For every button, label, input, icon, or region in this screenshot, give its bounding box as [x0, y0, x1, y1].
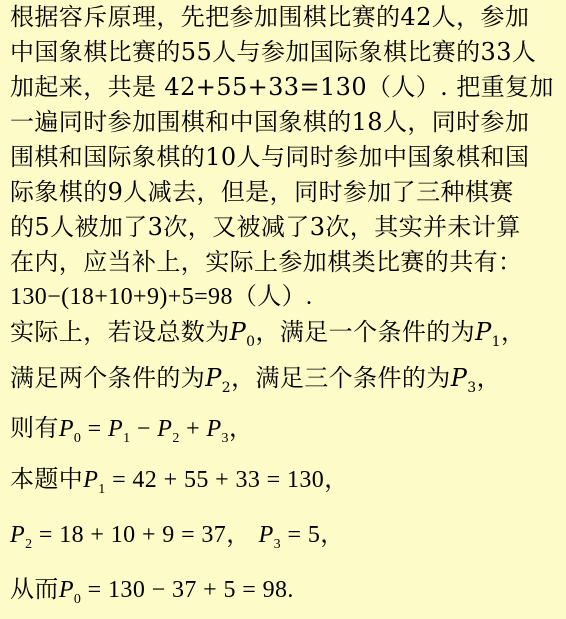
formula-line-1-mid: ，满足一个条件的为 — [255, 318, 476, 346]
text-line-3: 加起来，共是 42+55+33=130（人）. 把重复加 — [10, 73, 554, 101]
calc-p2-sub: 2 — [25, 537, 33, 552]
formula-line-1-prefix: 实际上，若设总数为 — [10, 318, 230, 346]
symbol-p3-letter: P — [450, 364, 468, 392]
calc-p3-sub: 3 — [273, 537, 282, 552]
result-p0-sub: 0 — [73, 592, 82, 607]
symbol-p0-letter: P — [229, 318, 247, 346]
formula-line-4 — [10, 465, 349, 505]
text-line-5: 围棋和国际象棋的10人与同时参加中国象棋和国 — [10, 143, 530, 171]
result-p0-letter: P — [58, 577, 74, 603]
text-line-4: 一遍同时参加围棋和中国象棋的18人，同时参加 — [10, 108, 530, 136]
eq-end: ， — [228, 416, 254, 442]
formula-line-5 — [10, 520, 345, 560]
text-line-8: 在内，应当补上，实际上参加棋类比赛的共有： — [10, 248, 523, 276]
eq-p1-letter: P — [108, 416, 124, 442]
eq-p2-letter: P — [157, 416, 173, 442]
symbol-p3-sub: 3 — [467, 380, 477, 396]
symbol-p1-sub: 1 — [491, 334, 501, 350]
formula-line-1 — [10, 317, 525, 357]
eq-p0-sub: 0 — [73, 431, 82, 446]
eq-p1-sub: 1 — [123, 431, 131, 446]
calc-p2-value: = 18 + 10 + 9 = 37， — [32, 522, 251, 548]
eq-p3-sub: 3 — [221, 431, 229, 446]
eq-equals: = — [81, 416, 109, 442]
calc-p3 — [258, 522, 282, 552]
formula-line-2-mid: ，满足三个条件的为 — [231, 364, 451, 392]
formula-line-4-prefix: 本题中 — [10, 467, 84, 493]
symbol-p3 — [450, 364, 477, 396]
calc-p1-letter: P — [83, 467, 99, 493]
result-p0 — [58, 577, 82, 607]
symbol-p0-sub: 0 — [246, 334, 256, 350]
text-line-2: 中国象棋比赛的55人与参加国际象棋比赛的33人 — [10, 38, 537, 66]
text-line-9: 130−(18+10+9)+5=98（人）. — [10, 284, 313, 310]
symbol-p2-letter: P — [205, 364, 222, 392]
calc-p1 — [83, 467, 106, 497]
calc-p3-letter: P — [258, 522, 274, 548]
text-line-6: 际象棋的9人减去，但是，同时参加了三种棋赛 — [10, 178, 514, 206]
formula-line-3-prefix: 则有 — [10, 416, 59, 442]
text-line-7: 的5人被加了3次，又被减了3次，其实并未计算 — [10, 213, 521, 241]
symbol-p1-letter: P — [475, 318, 492, 346]
eq-plus: + — [179, 416, 207, 442]
symbol-p1 — [475, 318, 501, 350]
text-line-1: 根据容斥原理，先把参加围棋比赛的42人，参加 — [10, 3, 530, 31]
calc-p1-value: = 42 + 55 + 33 = 130， — [105, 467, 349, 493]
eq-p1 — [108, 416, 131, 446]
symbol-p2-sub: 2 — [221, 380, 232, 396]
formula-line-3 — [10, 414, 253, 454]
calc-p2-letter: P — [10, 522, 26, 548]
formula-line-2-prefix: 满足两个条件的为 — [10, 364, 206, 392]
calc-p2 — [10, 522, 33, 552]
eq-p2-sub: 2 — [172, 431, 180, 446]
formula-line-1-end: ， — [500, 318, 526, 346]
eq-p3 — [206, 416, 229, 446]
formula-line-6 — [10, 575, 294, 615]
symbol-p2 — [205, 364, 232, 396]
formula-line-2 — [10, 363, 501, 403]
eq-p2 — [157, 416, 180, 446]
eq-p0 — [58, 416, 82, 446]
eq-minus: − — [130, 416, 158, 442]
eq-p0-letter: P — [58, 416, 74, 442]
calc-p3-value: = 5， — [281, 522, 345, 548]
calc-p1-sub: 1 — [98, 482, 106, 497]
symbol-p0 — [229, 318, 256, 350]
eq-p3-letter: P — [206, 416, 222, 442]
formula-line-6-prefix: 从而 — [10, 577, 59, 603]
formula-line-2-end: ， — [476, 364, 501, 392]
result-value: = 130 − 37 + 5 = 98. — [81, 577, 294, 603]
